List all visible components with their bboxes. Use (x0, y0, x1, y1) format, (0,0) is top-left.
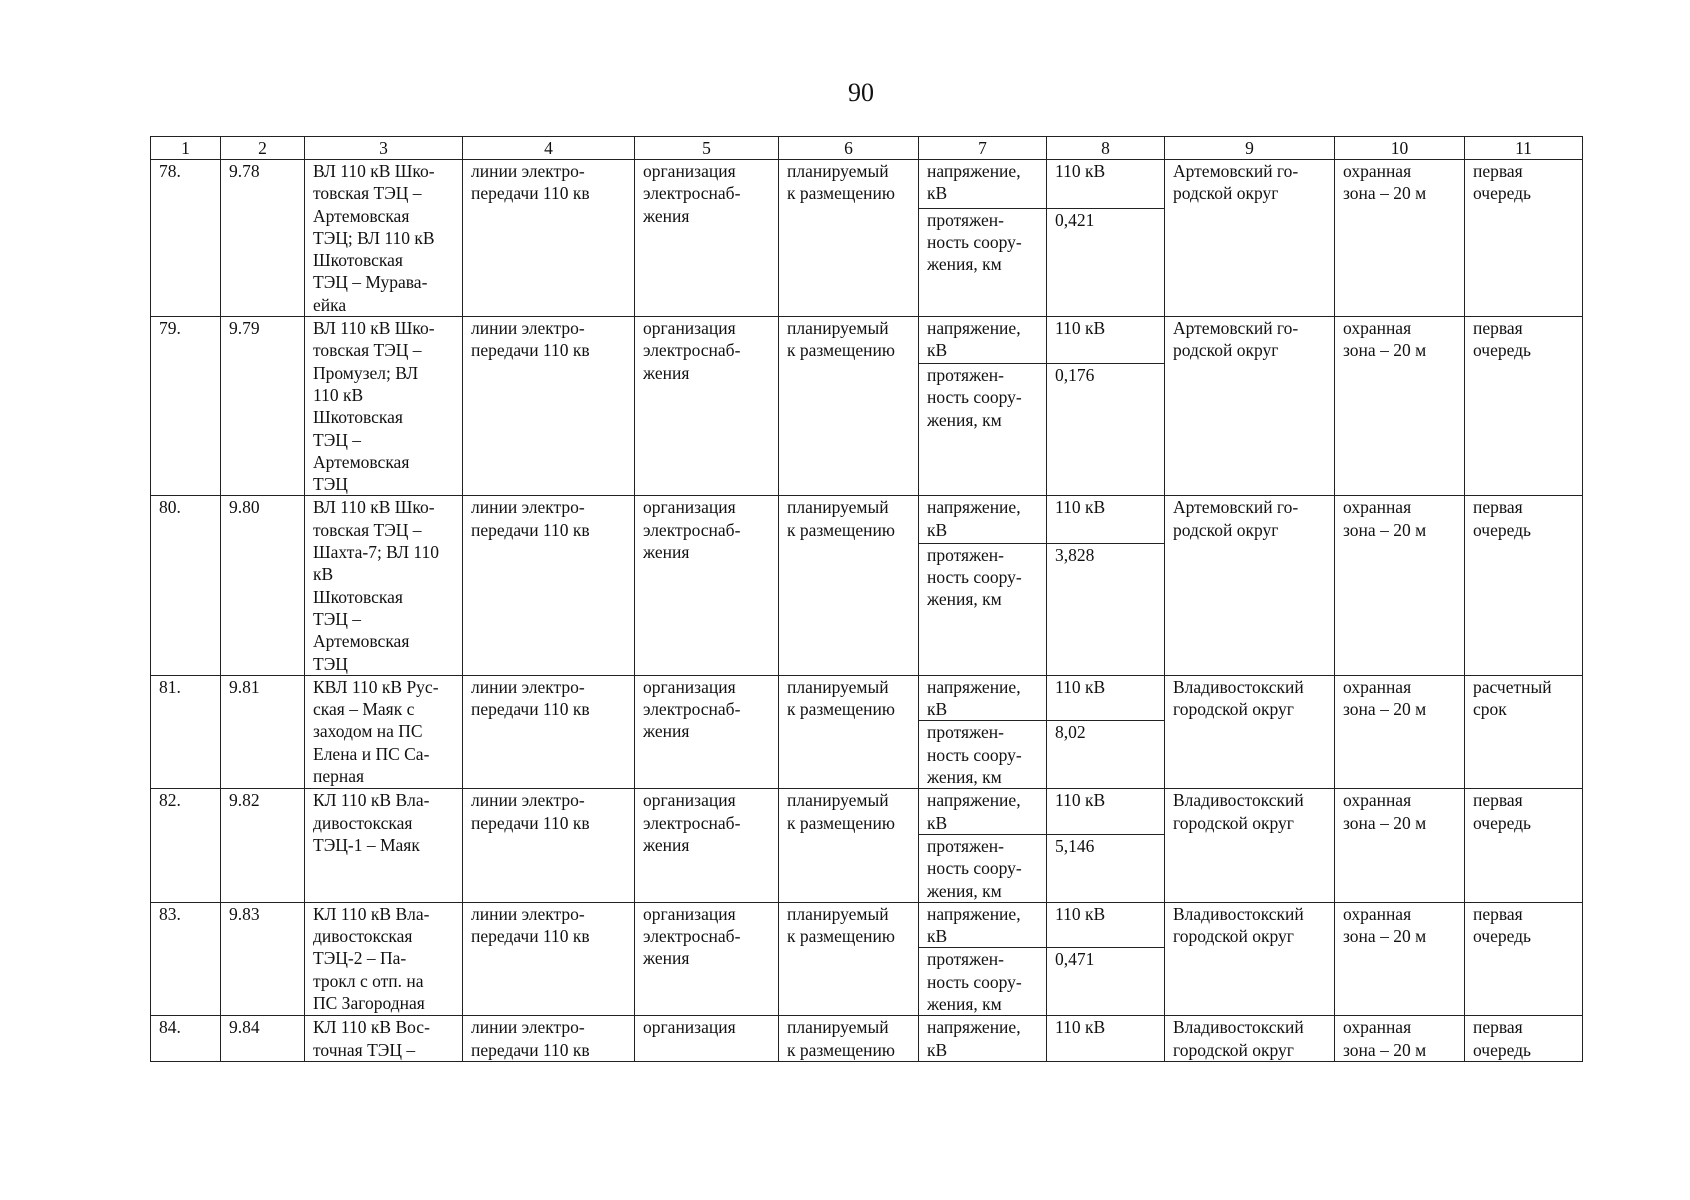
object-status: планируемый к размещению (779, 1016, 919, 1062)
registry-table (150, 136, 1583, 1062)
object-status: планируемый к размещению (779, 902, 919, 1015)
object-name: КЛ 110 кВ Вла- дивостокская ТЭЦ-2 – Па- трокл с отп. на ПС Загородная (305, 902, 463, 1015)
param-length-value: 0,176 (1047, 364, 1165, 496)
row-number: 82. (151, 789, 221, 902)
row-number: 79. (151, 317, 221, 496)
row-number: 83. (151, 902, 221, 1015)
row-number: 81. (151, 675, 221, 788)
object-type: линии электро- передачи 110 кв (463, 1016, 635, 1062)
object-zone: охранная зона – 20 м (1335, 160, 1465, 317)
param-length-label: протяжен- ность соору- жения, км (919, 721, 1047, 789)
object-purpose: организация электроснаб- жения (635, 160, 779, 317)
column-header: 2 (221, 137, 305, 160)
table-row (151, 496, 1583, 543)
object-location: Владивостокский городской округ (1165, 1016, 1335, 1062)
table-row (151, 160, 1583, 209)
column-header: 3 (305, 137, 463, 160)
object-zone: охранная зона – 20 м (1335, 675, 1465, 788)
row-number: 80. (151, 496, 221, 675)
param-length-value: 3,828 (1047, 543, 1165, 675)
param-length-value: 0,471 (1047, 948, 1165, 1016)
object-name: ВЛ 110 кВ Шко- товская ТЭЦ – Артемовская ТЭЦ; ВЛ 110 кВ Шкотовская ТЭЦ – Мурава- ейка (305, 160, 463, 317)
table-row (151, 1016, 1583, 1062)
param-length-value: 0,421 (1047, 208, 1165, 317)
object-name: КВЛ 110 кВ Рус- ская – Маяк с заходом на ПС Елена и ПС Са- перная (305, 675, 463, 788)
param-length-value: 5,146 (1047, 834, 1165, 902)
object-location: Владивостокский городской округ (1165, 675, 1335, 788)
object-name: КЛ 110 кВ Вос- точная ТЭЦ – (305, 1016, 463, 1062)
object-purpose: организация электроснаб- жения (635, 317, 779, 496)
object-type: линии электро- передачи 110 кв (463, 675, 635, 788)
page-number: 90 (848, 78, 874, 107)
object-status: планируемый к размещению (779, 317, 919, 496)
row-code: 9.82 (221, 789, 305, 902)
row-code: 9.83 (221, 902, 305, 1015)
object-type: линии электро- передачи 110 кв (463, 496, 635, 675)
param-voltage-value: 110 кВ (1047, 160, 1165, 209)
object-location: Владивостокский городской округ (1165, 789, 1335, 902)
param-voltage-value: 110 кВ (1047, 496, 1165, 543)
object-stage: первая очередь (1465, 1016, 1583, 1062)
row-code: 9.84 (221, 1016, 305, 1062)
row-code: 9.78 (221, 160, 305, 317)
object-stage: первая очередь (1465, 496, 1583, 675)
param-voltage-value: 110 кВ (1047, 1016, 1165, 1062)
row-number: 78. (151, 160, 221, 317)
param-length-value: 8,02 (1047, 721, 1165, 789)
column-header: 1 (151, 137, 221, 160)
object-purpose: организация электроснаб- жения (635, 496, 779, 675)
param-length-label: протяжен- ность соору- жения, км (919, 208, 1047, 317)
object-status: планируемый к размещению (779, 496, 919, 675)
object-location: Владивостокский городской округ (1165, 902, 1335, 1015)
param-voltage-value: 110 кВ (1047, 317, 1165, 364)
param-voltage-label: напряжение, кВ (919, 1016, 1047, 1062)
object-stage: первая очередь (1465, 317, 1583, 496)
param-length-label: протяжен- ность соору- жения, км (919, 364, 1047, 496)
table-header (151, 137, 1583, 160)
table-row (151, 789, 1583, 835)
table-body (151, 160, 1583, 1062)
object-zone: охранная зона – 20 м (1335, 496, 1465, 675)
param-voltage-label: напряжение, кВ (919, 675, 1047, 721)
object-name: КЛ 110 кВ Вла- дивостокская ТЭЦ-1 – Маяк (305, 789, 463, 902)
object-type: линии электро- передачи 110 кв (463, 160, 635, 317)
object-location: Артемовский го- родской округ (1165, 496, 1335, 675)
param-voltage-value: 110 кВ (1047, 789, 1165, 835)
row-number: 84. (151, 1016, 221, 1062)
column-header: 8 (1047, 137, 1165, 160)
column-header: 5 (635, 137, 779, 160)
header-row (151, 137, 1583, 160)
object-type: линии электро- передачи 110 кв (463, 317, 635, 496)
table-row (151, 317, 1583, 364)
object-zone: охранная зона – 20 м (1335, 902, 1465, 1015)
object-type: линии электро- передачи 110 кв (463, 902, 635, 1015)
object-status: планируемый к размещению (779, 160, 919, 317)
param-voltage-label: напряжение, кВ (919, 902, 1047, 948)
object-stage: первая очередь (1465, 902, 1583, 1015)
object-location: Артемовский го- родской округ (1165, 317, 1335, 496)
object-type: линии электро- передачи 110 кв (463, 789, 635, 902)
column-header: 7 (919, 137, 1047, 160)
table-row (151, 902, 1583, 948)
object-stage: первая очередь (1465, 789, 1583, 902)
column-header: 9 (1165, 137, 1335, 160)
column-header: 11 (1465, 137, 1583, 160)
object-purpose: организация электроснаб- жения (635, 675, 779, 788)
column-header: 4 (463, 137, 635, 160)
param-voltage-label: напряжение, кВ (919, 317, 1047, 364)
object-status: планируемый к размещению (779, 789, 919, 902)
object-name: ВЛ 110 кВ Шко- товская ТЭЦ – Шахта-7; ВЛ 110 кВ Шкотовская ТЭЦ – Артемовская ТЭЦ (305, 496, 463, 675)
param-length-label: протяжен- ность соору- жения, км (919, 543, 1047, 675)
row-code: 9.81 (221, 675, 305, 788)
object-name: ВЛ 110 кВ Шко- товская ТЭЦ – Промузел; ВЛ 110 кВ Шкотовская ТЭЦ – Артемовская ТЭЦ (305, 317, 463, 496)
param-voltage-label: напряжение, кВ (919, 789, 1047, 835)
object-zone: охранная зона – 20 м (1335, 1016, 1465, 1062)
param-voltage-value: 110 кВ (1047, 675, 1165, 721)
object-purpose: организация электроснаб- жения (635, 789, 779, 902)
object-stage: расчетный срок (1465, 675, 1583, 788)
object-zone: охранная зона – 20 м (1335, 789, 1465, 902)
object-zone: охранная зона – 20 м (1335, 317, 1465, 496)
param-length-label: протяжен- ность соору- жения, км (919, 834, 1047, 902)
param-voltage-label: напряжение, кВ (919, 496, 1047, 543)
object-location: Артемовский го- родской округ (1165, 160, 1335, 317)
row-code: 9.79 (221, 317, 305, 496)
param-voltage-value: 110 кВ (1047, 902, 1165, 948)
column-header: 6 (779, 137, 919, 160)
object-purpose: организация (635, 1016, 779, 1062)
column-header: 10 (1335, 137, 1465, 160)
object-stage: первая очередь (1465, 160, 1583, 317)
param-voltage-label: напряжение, кВ (919, 160, 1047, 209)
row-code: 9.80 (221, 496, 305, 675)
object-purpose: организация электроснаб- жения (635, 902, 779, 1015)
param-length-label: протяжен- ность соору- жения, км (919, 948, 1047, 1016)
table-row (151, 675, 1583, 721)
object-status: планируемый к размещению (779, 675, 919, 788)
